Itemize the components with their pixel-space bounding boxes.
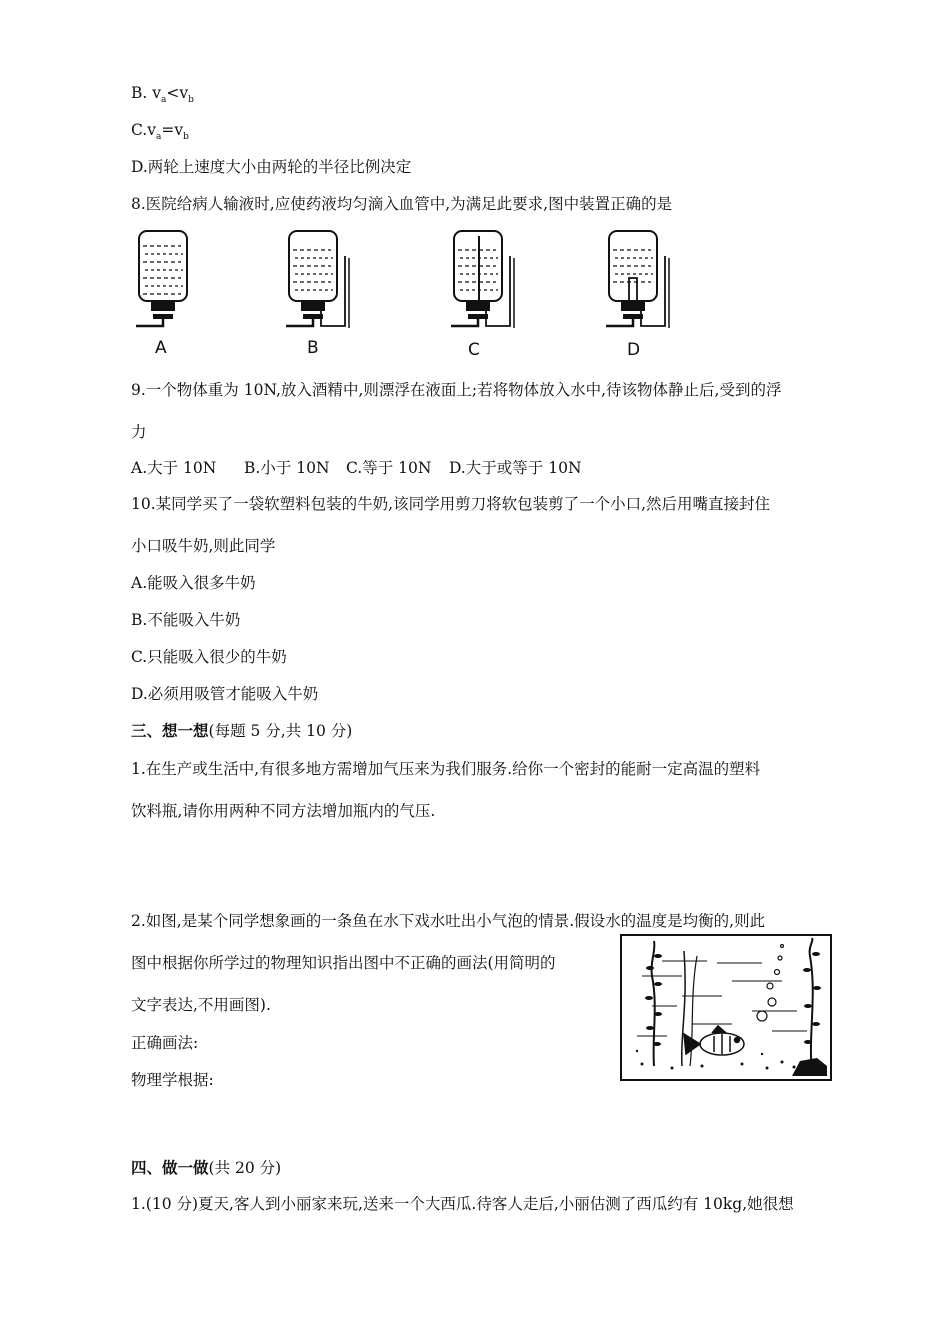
fish-tank-drawing — [622, 936, 830, 1079]
q7-option-c: $C.v_a=v_b$ — [131, 121, 189, 143]
q7-option-d: D.两轮上速度大小由两轮的半径比例决定 — [131, 158, 412, 176]
s4-q1-line1: 1.(10 分)夏天,客人到小丽家来玩,送来一个大西瓜.待客人走后,小丽估测了西瓜约有 10kg,她很想 — [131, 1195, 794, 1213]
q10-option-b: B.不能吸入牛奶 — [131, 611, 241, 629]
q7-option-b: B. $v_a<v_b$ — [131, 84, 194, 106]
bottle-label-c: C — [468, 340, 480, 360]
q9-option-b: B.小于 10N — [244, 459, 330, 477]
q8-stem: 8.医院给病人输液时,应使药液均匀滴入血管中,为满足此要求,图中装置正确的是 — [131, 195, 673, 213]
s3-q2-line2: 图中根据你所学过的物理知识指出图中不正确的画法(用简明的 — [131, 954, 556, 972]
bottle-b-diagram — [281, 226, 361, 361]
iv-bottle-figure — [131, 226, 676, 361]
s3-q2-line1: 2.如图,是某个同学想象画的一条鱼在水下戏水吐出小气泡的情景.假设水的温度是均衡的,则此 — [131, 912, 766, 930]
q10-stem-line2: 小口吸牛奶,则此同学 — [131, 537, 276, 555]
bottle-label-b: B — [307, 338, 319, 358]
q10-option-a: A.能吸入很多牛奶 — [131, 574, 256, 592]
s3-q1-line1: 1.在生产或生活中,有很多地方需增加气压来为我们服务.给你一个密封的能耐一定高温的塑料 — [131, 760, 761, 778]
s3-q1-line2: 饮料瓶,请你用两种不同方法增加瓶内的气压. — [131, 802, 436, 820]
q9-option-d: D.大于或等于 10N — [449, 459, 582, 477]
fish-tank-illustration — [620, 934, 832, 1081]
q10-option-c: C.只能吸入很少的牛奶 — [131, 648, 287, 666]
correct-method-label: 正确画法: — [131, 1034, 199, 1052]
section3-heading: 三、想一想(每题 5 分,共 10 分) — [131, 721, 353, 740]
q9-stem-line2: 力 — [131, 423, 147, 441]
q9-options — [131, 458, 582, 478]
q9-option-a: A.大于 10N — [131, 459, 217, 477]
q9-option-c: C.等于 10N — [346, 459, 432, 477]
q10-option-d: D.必须用吸管才能吸入牛奶 — [131, 685, 319, 703]
s3-q2-line3: 文字表达,不用画图). — [131, 996, 271, 1014]
q9-stem-line1: 9.一个物体重为 10N,放入酒精中,则漂浮在液面上;若将物体放入水中,待该物体静止后,受到的浮 — [131, 381, 782, 399]
bottle-label-d: D — [627, 340, 641, 360]
physics-basis-label: 物理学根据: — [131, 1071, 214, 1089]
bottle-label-a: A — [155, 338, 167, 358]
bottle-c-diagram — [446, 226, 526, 361]
bottle-d-diagram — [601, 226, 681, 361]
section4-heading: 四、做一做(共 20 分) — [131, 1158, 282, 1177]
q10-stem-line1: 10.某同学买了一袋软塑料包装的牛奶,该同学用剪刀将软包装剪了一个小口,然后用嘴直接封住 — [131, 495, 771, 513]
